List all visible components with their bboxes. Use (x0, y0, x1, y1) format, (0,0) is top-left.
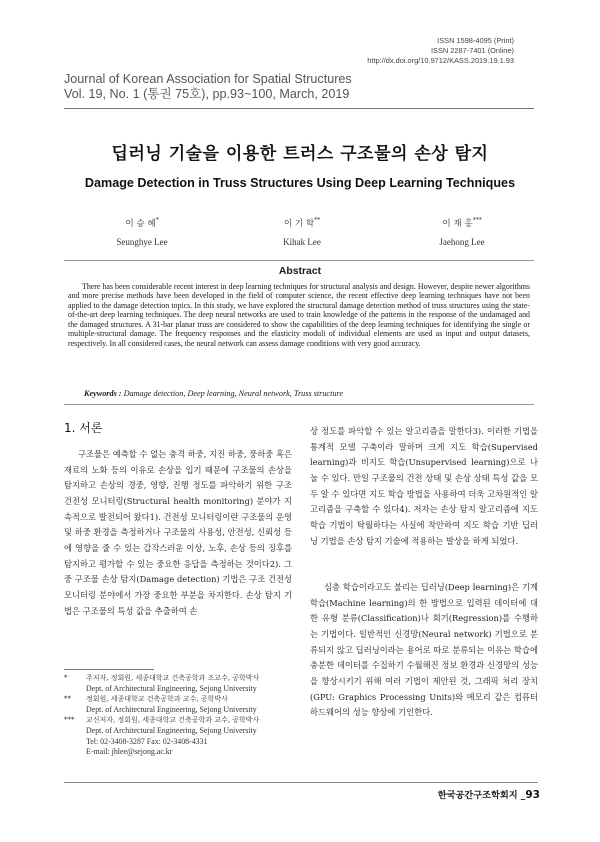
contact-phone-fax: Tel: 02-3408-3287 Fax: 02-3408-4331 (86, 736, 208, 746)
journal-header (64, 72, 352, 102)
footer-journal-name: 한국공간구조학회지 _ (437, 790, 526, 801)
keywords-line (84, 389, 524, 398)
keywords-label: Keywords : (84, 389, 122, 398)
intro-paragraph-right-2: 심층 학습이라고도 불리는 딥러닝(Deep learning)은 기계 학습(Machine learning)의 한 방법으로 입력된 데이터에 대한 유형 분류(Classification)나 회기(Regression)를 수행하는 기법이다. 일반적인 신경망(Neural network) 기법으로 분류되지 않고 딥러닝이라는 용어로 따로 분류되는 이유는 학습에 충분한 데이터를 수집하기 수월해진 정보 환경과 신경망의 성능을 향상시키기 위해 여러 기법이 제안된 것, 그래픽 처리 장치(GPU: Graphics Processing Units)와 메모리 같은 컴퓨터 하드웨어의 성능 향상에 기인한다. (310, 582, 538, 718)
keywords-text: Damage detection, Deep learning, Neural network, Truss structure (123, 389, 343, 398)
author-name-ko: 이 승 혜 (125, 218, 156, 229)
footnote-item (64, 715, 294, 736)
author-2 (222, 212, 382, 251)
contact-email[interactable]: E-mail: jhlee@sejong.ac.kr (86, 747, 173, 757)
doi-link[interactable]: http://dx.doi.org/10.9712/KASS.2019.19.1.93 (367, 56, 514, 65)
abstract-divider-bottom (64, 404, 534, 405)
footnote-affiliation-ko: 주저자, 정회원, 세종대학교 건축공학과 조교수, 공학박사 (86, 674, 260, 682)
author-name-ko: 이 기 학 (283, 218, 315, 229)
section-heading-introduction: 1. 서론 (64, 421, 103, 435)
issn-print: ISSN 1598-4095 (Print) (437, 36, 514, 45)
footnote-mark: ** (64, 695, 71, 704)
journal-name: Journal of Korean Association for Spatial Structures (64, 72, 352, 86)
footnote-mark: * (64, 674, 68, 682)
author-name-ko: 이 재 홍 (442, 218, 473, 229)
page-number: 93 (525, 789, 540, 801)
footnote-divider (64, 669, 154, 670)
author-name-en: Seunghye Lee (116, 236, 168, 247)
abstract-text: There has been considerable recent interest in deep learning techniques for structural analysis and design. However, despite newer algorithms and more precise methods have been developed in the field of computer science, the recent effective deep learning techniques have not been applied to the damage detection topics. In this study, we have explored the structural damage detection method of truss structures using the state-of-the-art deep learning techniques. The deep neural networks are used to train knowledge of the patterns in the response of the undamaged and the damaged structures. A 31-bar planar truss are considered to show the capabilities of the deep learning techniques for identifying the single or multiple-structural damage. The frequency responses and the elasticity moduli of individual elements are used as input and output datasets, respectively. In all considered cases, the neural network can assess damage conditions with very good accuracy. (68, 282, 530, 348)
abstract-heading: Abstract (278, 266, 322, 277)
intro-paragraph-left: 구조물은 예측할 수 없는 충격 하중, 지진 하중, 풍하중 혹은 재료의 노화 등의 이유로 손상을 입기 때문에 구조물의 손상을 탐지하고 손상의 경중, 영향, 진행 정도를 파악하기 위한 구조 건전성 모니터링(Structural health monitoring) 분야가 지속적으로 발전되어 왔다1). 건전성 모니터링이란 구조물의 운영 및 하중 환경을 측정하거나 구조물의 사용성, 안전성, 신뢰성 등에 영향을 줄 수 있는 갑작스러운 이상, 노후, 손상 등의 징후를 탐지하고 평가할 수 있는 중요한 응답을 측정하는 것이다2). 그 중 구조물 손상 탐지(Damage detection) 기법은 구조 건전성 모니터링 분야에서 가장 중요한 부분을 차지한다. 손상 탐지 기법은 구조물의 특성 값을 추출하여 손 (64, 449, 292, 616)
footnote-mark: *** (64, 716, 75, 725)
journal-divider (64, 108, 534, 109)
author-list (62, 212, 542, 251)
footnote-item (64, 694, 294, 715)
abstract-divider-top (64, 260, 534, 261)
footer-divider (64, 782, 538, 783)
journal-volume: Vol. 19, No. 1 (통권 75호), pp.93~100, March, 2019 (64, 87, 350, 101)
issn-online: ISSN 2287-7401 (Online) (431, 46, 514, 55)
contact-info (64, 737, 294, 758)
issn-block (367, 36, 514, 66)
footnote-affiliation-ko: 정회원, 세종대학교 건축공학과 교수, 공학박사 (86, 695, 228, 704)
footnote-item (64, 673, 294, 694)
paper-title-english: Damage Detection in Truss Structures Using Deep Learning Techniques (84, 176, 516, 190)
footnote-affiliation-ko: 교신저자, 정회원, 세종대학교 건축공학과 교수, 공학박사 (86, 716, 260, 725)
author-3 (382, 212, 542, 251)
footnote-affiliation-en: Dept. of Architectural Engineering, Sejong University (86, 683, 257, 693)
footnote-affiliation-en: Dept. of Architectural Engineering, Sejong University (86, 725, 257, 735)
author-name-en: Kihak Lee (283, 236, 321, 247)
author-mark: ** (314, 217, 321, 224)
page-footer (438, 787, 540, 801)
paper-title-korean: 딥러닝 기술을 이용한 트러스 구조물의 손상 탐지 (111, 144, 489, 164)
author-mark: * (155, 217, 159, 224)
author-1 (62, 212, 222, 251)
footnote-affiliation-en: Dept. of Architectural Engineering, Sejong University (86, 704, 257, 714)
author-mark: *** (472, 217, 482, 224)
footnotes (64, 673, 294, 758)
author-name-en: Jaehong Lee (439, 236, 485, 247)
intro-paragraph-right-1: 상 정도를 파악할 수 있는 알고리즘을 말한다3). 이러한 기법을 통계적 모델 구축이라 말하며 크게 지도 학습(Supervised learning)과 비지도 학습(Unsupervised learning)으로 나눌 수 있다. 만일 구조물의 건전 상태 및 손상 상태 특성 값을 모두 알 수 있다면 지도 학습 방법을 사용하여 더욱 고차원적인 알고리즘을 구축할 수 있다4). 저자는 손상 탐지 알고리즘에 지도 학습 기법이 탁월하다는 사실에 착안하여 지도 학습 기반 딥러닝 기법을 손상 탐지 기술에 적용하는 발상을 하게 되었다. (310, 426, 538, 546)
